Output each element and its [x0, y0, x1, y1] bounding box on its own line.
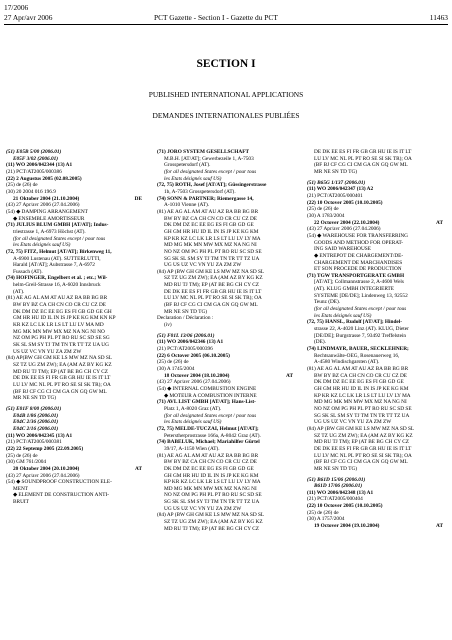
entry-line: Declaration / Déclaration :	[157, 315, 214, 322]
entry-line: 1b, A-7503 Grosspetersdorf (AT).	[164, 188, 236, 195]
entry-line: KP KR KZ LC LK LR LS LT LU LV LY MA	[164, 235, 261, 242]
entry-line: les États désignés sauf US)	[164, 175, 222, 182]
entry-line: LU LV MC NL PL PT RO SE SI SK TR); OA	[164, 295, 262, 302]
entry-line: CHARGEMENT DE MARCHANDISES	[314, 259, 403, 266]
country-code: AT	[286, 372, 293, 379]
entry-line: LU LV MC NL PL PT RO SE SI SK TR); OA	[13, 381, 111, 388]
country-code: AT	[436, 523, 443, 530]
entry-line: DE DK EE ES FI FR GB GR HU IE IS IT LT	[314, 445, 412, 452]
entry-line: (84) AP (BW GH GM KE LS MW MZ NA SD SL	[307, 425, 415, 432]
entry-line: AT 19 Octover 2004 (19.10.2004)	[314, 523, 443, 530]
entry-line: (22) 22 Septemp 2005 (22.09.2005)	[6, 445, 84, 452]
entry-line: MD RU TJ TM); EP (AT BE BG CH CY CZ	[13, 368, 108, 375]
entry-line: 39/17, A-1150 Wien (AT).	[164, 445, 220, 452]
entry-line: (25) de (26) de	[307, 206, 339, 213]
entry-line: les États désignés sauf US)	[314, 312, 372, 319]
entry-line: BRUIT	[13, 499, 29, 506]
entry-line: AT 22 Octover 2004 (22.10.2004)	[314, 219, 443, 226]
entry-line: Fussach (AT).	[13, 268, 43, 275]
entry-line: (11) WO 2006/042346 (13) A1	[157, 339, 224, 346]
entry-line: MD RU TJ TM); EP (AT BE BG CH CY CZ	[314, 439, 409, 446]
entry-line: (51) B61D 15/06 (2006.01)	[307, 476, 366, 483]
section-subtitle-en: PUBLISHED INTERNATIONAL APPLICATIONS	[148, 90, 304, 99]
entry-line: BW BY BZ CA CH CN CO CR CU CZ DE	[164, 215, 258, 222]
entry-line: Peterstherprostrasse 166a, A-8042 Graz (AT).	[164, 432, 261, 439]
entry-line: DE 21 Oktober 2004 (21.10.2004)	[13, 195, 142, 202]
entry-line: DK DM DZ EC EE EG ES FI GB GD GE GH	[13, 308, 112, 315]
entry-line: E04C 2/36 (2006.01)	[13, 419, 59, 426]
entry-line: (43) 27 Apr/avr 2006 (27.04.2006)	[6, 202, 80, 209]
entry-line: GM HR HU ID IL IN IS JP KE KG KM KN KP	[13, 315, 116, 322]
entry-line: NZ OM PG PH PL PT RO RU SC SD SE SG	[13, 335, 110, 342]
entry-line: (74) HOFINGER, Engelbert et al. ; etc.; Wil-	[6, 275, 108, 282]
entry-line: Teunz (DE).	[314, 299, 341, 306]
entry-line: (74) SONN & PARTNER; Riemergasse 14,	[157, 195, 254, 202]
entry-line: MR NE SN TD TG)	[314, 465, 358, 472]
entry-line: DE DK EE ES FI FR GB GR HU IE IS IT LT	[164, 288, 262, 295]
entry-line: (30) 20 2004 016 196.9	[6, 188, 56, 195]
entry-line: strasse 22, A-4020 Linz (AT). KLUG, Dieter	[314, 326, 409, 333]
entry-line: AT 18 Octover 2004 (18.10.2004)	[164, 372, 293, 379]
entry-line: SZ TZ UG ZM ZW); EA (AM AZ BY KG KZ	[314, 432, 413, 439]
entry-line: (51) E01F 8/00 (2006.01)	[6, 405, 62, 412]
entry-line: DE DK EE ES FI FR GB GR HU IE IS IT LT	[13, 375, 111, 382]
entry-line: Platz 1, A-8020 Graz (AT).	[164, 405, 222, 412]
entry-line: (30) A 1745/2004	[157, 366, 195, 372]
entry-line: ING SAID WAREHOUSE	[314, 246, 371, 253]
entry-line: (81) AE AG AL AM AT AU AZ BA BB BG BR	[6, 295, 108, 302]
entry-line: GH GM HR HU ID IL IN IS JP KE KG KM	[314, 385, 409, 392]
entry-line: (for all designated States except / pour tous	[314, 306, 407, 313]
section-title: SECTION I	[196, 58, 256, 70]
entry-line: (BF BJ CF CG CI CM GA GN GQ GW ML	[314, 459, 408, 466]
entry-line: (25) de (26) de	[6, 452, 38, 459]
entry-line: helm-Greil-Strasse 16, A-6020 Innsbruck	[13, 282, 101, 289]
entry-line: (11) WO 2006/042347 (13) A2	[307, 186, 374, 193]
entry-line: (51) B65G 1/137 (2006.01)	[307, 179, 366, 186]
entry-line: DK DM DZ EC EE EG ES FI GB GD GE	[314, 379, 404, 386]
entry-line: (43) 27 Apr/avr 2006 (27.04.2006)	[307, 226, 381, 233]
entry-line: SG SK SL SM SY TJ TM TN TR TT TZ UA	[314, 412, 410, 419]
entry-line: (71) JULIUS BLUM GMBH [AT/AT]; Indus-	[6, 222, 109, 229]
entry-line: (for all designated States except / pour tous	[164, 168, 257, 175]
entry-line: AT 20 Oktober 2004 (20.10.2004)	[13, 465, 142, 472]
entry-line: (21) PCT/AT2005/000401	[307, 192, 363, 199]
entry-line: E05F 3/02 (2006.01)	[13, 155, 59, 162]
entry-line: UG US UZ VC VN YU ZA ZM ZW	[164, 262, 242, 269]
entry-line: (BF BJ CF CG CI CM GA GN GQ GW ML	[164, 302, 258, 309]
entry-line: (AT). KLUG GMBH INTEGRIERTE	[314, 286, 395, 293]
entry-line: M.B.H. [AT/AT]; Gewerbezeile 1, A-7503	[164, 155, 254, 162]
country-code: AT	[135, 465, 142, 472]
entry-line: BW BY BZ CA CH CN CO CR CU CZ DE	[164, 459, 258, 466]
entry-line: [AT/AT]; Collmannstrasse 2, A-4600 Wels	[314, 279, 404, 286]
entry-line: DE DK EE ES FI FR GB GR HU IE IS IT LT	[314, 149, 412, 155]
entry-line: (72, 75) ROTH, Josef [AT/AT]; Güssingerstrasse	[157, 182, 267, 189]
entry-line: (43) 27 Apr/avr 2006 (27.04.2006)	[6, 472, 80, 479]
entry-line: DK DM DZ EC EE EG ES FI GB GD GE	[164, 465, 254, 472]
entry-line: (21) PCT/AT2005/000381	[6, 439, 62, 446]
column-2	[157, 149, 293, 532]
entry-line: SG SK SL SM SY TJ TM TN TR TT TZ UA	[164, 255, 260, 262]
entry-line: US UZ VC VN YU ZA ZM ZW	[13, 348, 82, 355]
entry-line: UG US UZ VC VN YU ZA ZM ZW	[314, 419, 392, 426]
entry-line: (84) AP (BW GH GM KE LS MW MZ NA SD SL	[157, 268, 265, 275]
entry-line: (21) PCT/AT2005/000396	[157, 346, 213, 353]
entry-line: SZ TZ UG ZM ZW); EA (AM AZ BY KG KZ	[164, 519, 263, 526]
header-date: 27 Apr/avr 2006	[4, 13, 53, 22]
page-number: 11463	[429, 13, 448, 22]
entry-line: LU LV MC NL PL PT RO SE SI SK TR); OA	[314, 452, 412, 459]
entry-line: (54) ◆ DAMPING ARRANGEMENT	[6, 208, 88, 215]
entry-line: A-6900 Lustenau (AT). SUTTERLÜTTI,	[13, 255, 101, 262]
entry-line: (21) PCT/AT2005/000386	[6, 168, 62, 175]
entry-line: (54) ◆ SOUNDPROOF CONSTRUCTION ELE-	[6, 479, 112, 486]
entry-line: MD RU TJ TM); EP (AT BE BG CH CY CZ	[164, 282, 259, 289]
entry-line: (81) AE AG AL AM AT AU AZ BA BB BG BR	[307, 366, 409, 372]
entry-line: (30) GM 761/2004	[6, 459, 47, 466]
country-code: DE	[134, 195, 142, 202]
column-1	[6, 149, 142, 506]
entry-line: (11) WO 2006/042345 (13) A1	[6, 432, 73, 439]
entry-line: (21) PCT/AT2005/000404	[307, 496, 363, 503]
entry-line: E04C 2/16 (2006.01)	[13, 425, 59, 432]
entry-line: A-1010 Vienne (AT).	[164, 202, 210, 209]
entry-line: (22) 6 Octover 2005 (06.10.2005)	[157, 352, 230, 359]
entry-line: B61D 17/06 (2006.01)	[314, 483, 363, 490]
entry-line: (30) A 1783/2004	[307, 212, 345, 219]
entry-line: KR KZ LC LK LR LS LT LU LV MA MD	[13, 322, 104, 329]
entry-line: (BF BJ CF CG CI CM GA GN GQ GW ML	[314, 162, 408, 169]
entry-line: (84) AP(BW GH GM KE LS MW MZ NA SD SL	[6, 355, 113, 362]
entry-line: (51) F01L 13/06 (2006.01)	[157, 332, 215, 339]
entry-line: triestrasse 1, A-6973 Höchst (AT).	[13, 228, 86, 235]
entry-line: SG SK SL SM SY TJ TM TN TR TT TZ UA	[164, 499, 260, 506]
entry-line: SZ TZ UG ZM ZW); EA (AM AZ BY KG KZ	[13, 362, 112, 368]
entry-line: (54) ◆ WAREHOUSE FOR TRANSFERRING	[307, 232, 408, 239]
entry-line: (72, 75) HANSL, Rudolf [AT/AT]; Hindel-	[307, 319, 403, 326]
entry-line: (BF BJ CF CG CI CM GA GN GQ GW ML	[13, 388, 107, 395]
entry-line: NO NZ OM PG PH PL PT RO RU SC SD SE	[164, 492, 262, 499]
entry-line: Rechtsanwälte-OEG, Rosenauerweg 16,	[314, 352, 400, 359]
entry-line: BW BY BZ CA CH CN CO CR CU CZ DE	[314, 372, 408, 379]
entry-line: UG US UZ VC VN YU ZA ZM ZW	[164, 505, 242, 512]
entry-line: ◆ ENSEMBLE AMORTISSEUR	[13, 215, 85, 222]
entry-line: (25) de (26) de	[6, 182, 38, 189]
entry-line: ◆ MOTEUR A COMBUSTION INTERNE	[164, 392, 257, 399]
entry-line: (for all designated States except / pour tous	[13, 235, 106, 242]
entry-line: (22) 10 Octover 2005 (10.10.2005)	[307, 199, 383, 206]
entry-line: SYSTEME [DE/DE]; Lindenweg 13, 92552	[314, 292, 408, 299]
entry-line: (51) E05B 5/00 (2006.01)	[6, 149, 62, 155]
entry-line: (74) BABELUK, Michael; Mariahilfer Gürtel	[157, 439, 260, 446]
entry-line: (81) AE AG AL AM AT AU AZ BA BB BG BR	[157, 208, 259, 215]
entry-line: MR NE SN TD TG)	[314, 168, 358, 175]
entry-line: les États désignés sauf US)	[13, 242, 71, 249]
entry-line: (74) LINDMAYR, BAUER, SECKLEHNER;	[307, 346, 409, 353]
entry-line: (54) ◆ INTERNAL COMBUSTION ENGINE	[157, 385, 257, 392]
entry-line: MD MG MK MN MW MX MZ NA NG NI	[164, 242, 257, 249]
entry-line: (71) AVL LIST GMBH [AT/AT]; Hans-List-	[157, 399, 256, 406]
entry-line: (for all designated States except / pour tous	[164, 412, 257, 419]
entry-line: E04B 1/86 (2006.01)	[13, 412, 59, 419]
entry-line: GH GM HR HU ID IL IN IS JP KE KG KM	[164, 472, 259, 479]
entry-line: ◆ ENTREPOT DE CHARGEMENT/DE-	[314, 252, 404, 259]
entry-line: KP KR KZ LC LK LR LS LT LU LV LY MA	[164, 479, 261, 486]
entry-line: (30) A 1757/2004	[307, 516, 345, 523]
entry-line: (72, 75) MELDE-TUCZAI, Helmut [AT/AT];	[157, 425, 259, 432]
entry-line: MD MG MK MN MW MX MZ NA NG NI	[314, 399, 407, 406]
entry-line: NO NZ OM PG PH PL PT RO RU SC SD SE	[314, 405, 412, 412]
entry-line: (DE).	[314, 339, 326, 346]
entry-line: (iv)	[164, 322, 172, 329]
entry-line: Harald [AT/AT]; Aubstrasse 7, A-6972	[13, 262, 95, 269]
entry-line: MENT	[13, 485, 29, 492]
entry-line: Grosspetersdorf (AT).	[164, 162, 211, 169]
entry-line: [DE/DE]; Burgstrasse 7, 93492 Treffelstein	[314, 332, 407, 339]
entry-line: MD RU TJ TM); EP (AT BE BG CH CY CZ	[164, 525, 259, 532]
entry-line: NO NZ OM PG PH PL PT RO RU SC SD SE	[164, 248, 262, 255]
entry-line: SK SL SM SY TJ TM TN TR TT TZ UA UG	[13, 342, 109, 349]
section-subtitle-fr: DEMANDES INTERNATIONALES PUBLIÉES	[152, 111, 300, 120]
header-title: PCT Gazette - Section I - Gazette du PCT	[154, 13, 278, 22]
entry-line: (25) de (26) de	[157, 359, 189, 366]
entry-line: GH GM HR HU ID IL IN IS JP KE KG KM	[164, 228, 259, 235]
header-rule	[4, 24, 448, 25]
issue-number: 17/2006	[4, 3, 29, 12]
entry-line: A-4580 Windischgarsten (AT).	[314, 359, 380, 366]
entry-line: DK DM DZ EC EE EG ES FI GB GD GE	[164, 222, 254, 229]
entry-line: (72, 75) FITZ, Helmut [AT/AT]; Birkenweg 11,	[6, 248, 112, 255]
entry-line: ET SON PROCEDE DE PRODUCTION	[314, 266, 402, 273]
country-code: AT	[436, 219, 443, 226]
entry-line: (71) JORO SYSTEM GESELLSCHAFT	[157, 149, 249, 155]
entry-line: GOODS AND METHOD FOR OPERAT-	[314, 239, 403, 246]
entry-line: KP KR KZ LC LK LR LS LT LU LV LY MA	[314, 392, 411, 399]
entry-line: BW BY BZ CA CH CN CO CR CU CZ DE	[13, 302, 107, 309]
entry-line: LU LV MC NL PL PT RO SE SI SK TR); OA	[314, 155, 412, 162]
entry-line: (22) 10 Octover 2005 (10.10.2005)	[307, 503, 383, 510]
entry-line: (43) 27 Apr/avr 2006 (27.04.2006)	[157, 379, 231, 386]
entry-line: MD MG MK MN MW MX MZ NA NG NI	[164, 485, 257, 492]
entry-line: MG MK MN MW MX MZ NA NG NI NO	[13, 328, 105, 335]
entry-line: MR NE SN TD TG)	[13, 395, 57, 402]
entry-line: (25) de (26) de	[307, 509, 339, 516]
column-3	[307, 149, 443, 530]
entry-line: (11) WO 2006/042348 (13) A1	[307, 489, 374, 496]
entry-line: les États désignés sauf US)	[164, 419, 222, 426]
entry-line: (84) AP (BW GH GM KE LS MW MZ NA SD SL	[157, 512, 265, 519]
entry-line: (11) WO 2006/042344 (13) A1	[6, 162, 73, 169]
entry-line: (71) TGW TRANSPORTGERÄTE GMBH	[307, 272, 405, 279]
entry-line: (81) AE AG AL AM AT AU AZ BA BB BG BR	[157, 452, 259, 459]
entry-line: SZ TZ UG ZM ZW); EA (AM AZ BY KG KZ	[164, 275, 263, 282]
entry-line: (AT).	[13, 288, 25, 295]
entry-line: ◆ ELEMENT DE CONSTRUCTION ANTI-	[13, 492, 110, 499]
entry-line: MR NE SN TD TG)	[164, 308, 208, 315]
entry-line: (22) 2 Augustus 2005 (02.08.2005)	[6, 175, 82, 182]
